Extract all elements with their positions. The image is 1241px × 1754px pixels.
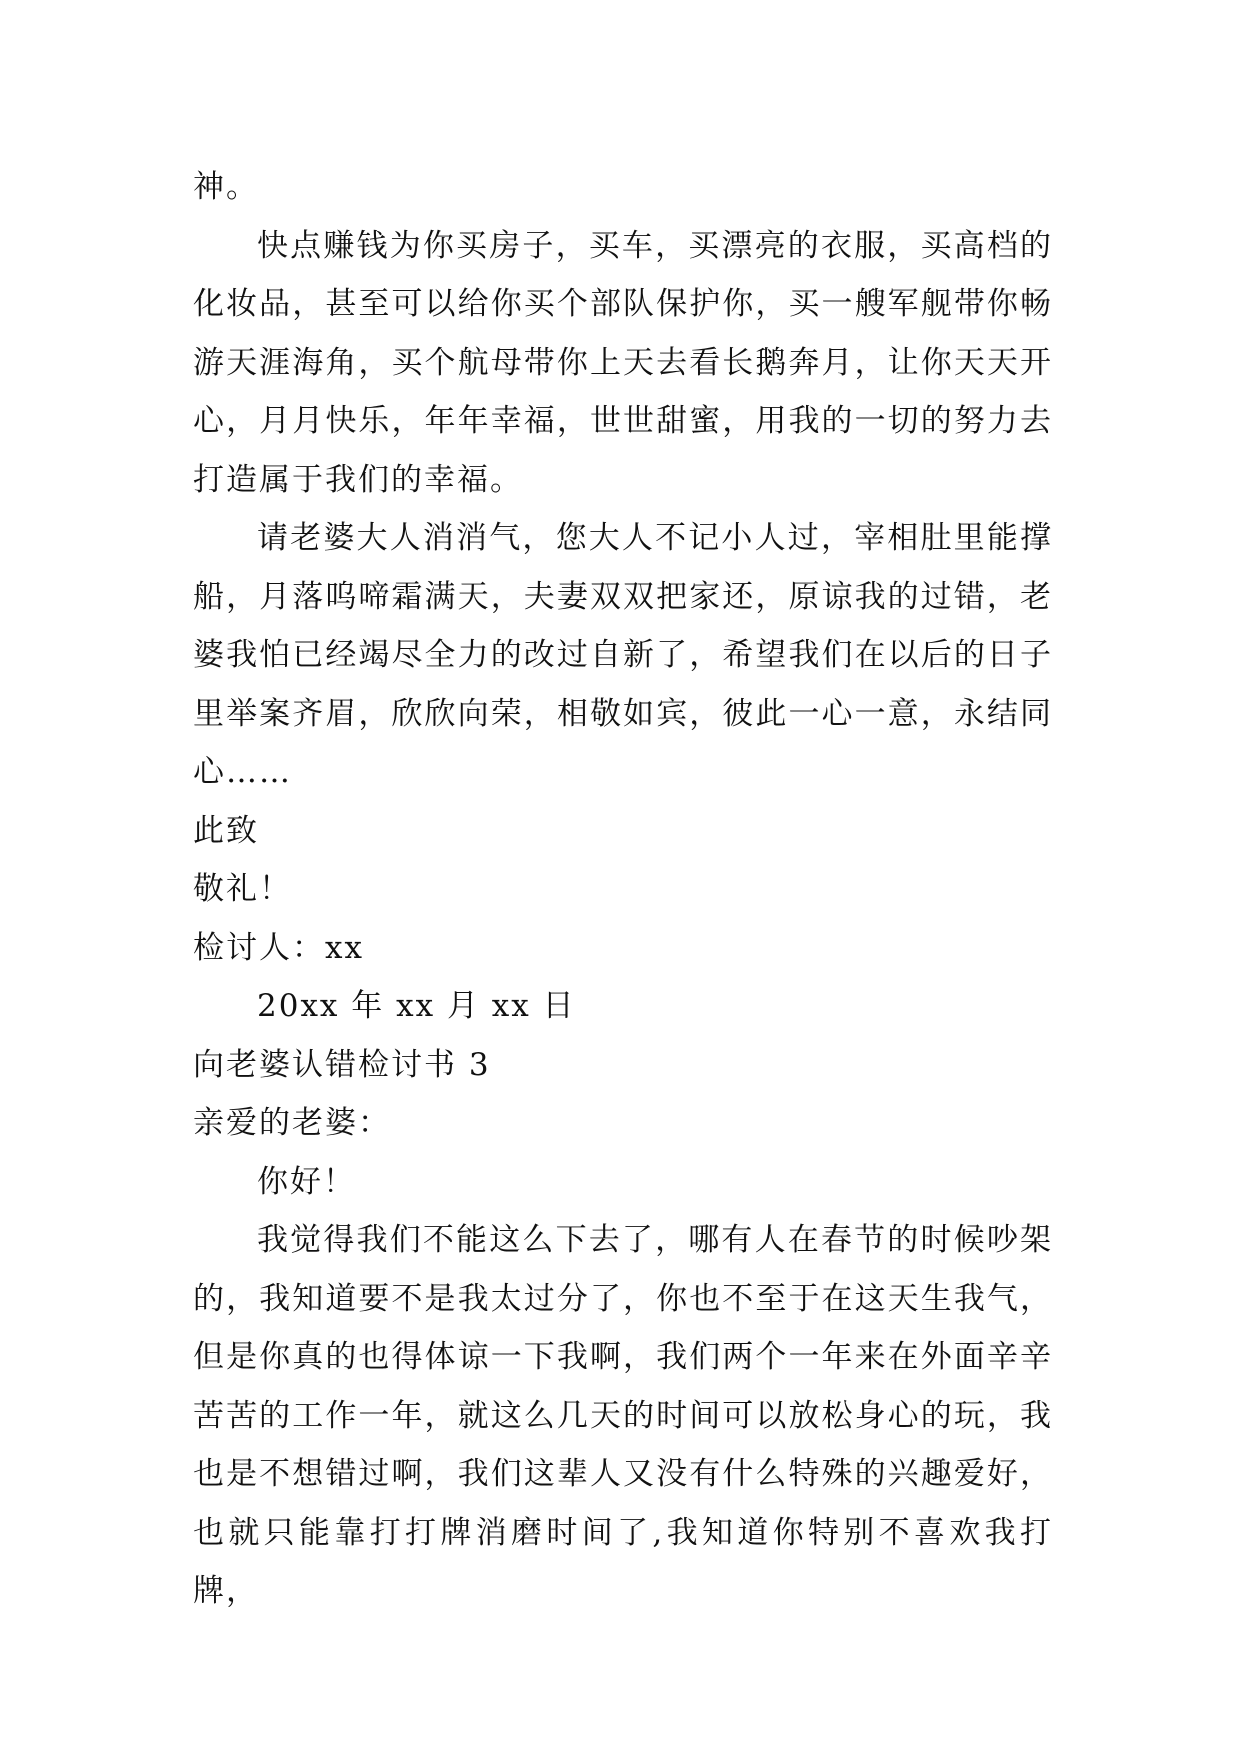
closing-line-1: 此致 — [193, 812, 259, 849]
closing-line-2: 敬礼！ — [193, 871, 292, 907]
date-line: 20xx 年 xx 月 xx 日 — [257, 988, 576, 1024]
paragraph-1: 快点赚钱为你买房子，买车，买漂亮的衣服，买高档的化妆品，甚至可以给你买个部队保护你，买一艘军舰带你畅游天涯海角，买个航母带你上天去看长鹅奔月，让你天天开心，月月快乐，年年幸福，世世甜蜜，用我的一切的努力去打造属于我们的幸福。 — [193, 227, 1053, 498]
section-title: 向老婆认错检讨书 3 — [193, 1046, 491, 1083]
salutation-line: 亲爱的老婆： — [193, 1105, 391, 1141]
paragraph-3: 我觉得我们不能这么下去了，哪有人在春节的时候吵架的，我知道要不是我太过分了，你也不至于在这天生我气，但是你真的也得体谅一下我啊，我们两个一年来在外面辛辛苦苦的工作一年，就这么几天的时间可以放松身心的玩，我也是不想错过啊，我们这辈人又没有什么特殊的兴趣爱好，也就只能靠打打牌消磨时间了,我知道你特别不喜欢我打牌， — [193, 1222, 1053, 1609]
document-body — [193, 158, 1053, 1621]
signature-line: 检讨人：xx — [193, 929, 364, 966]
continuation-line: 神。 — [193, 169, 259, 205]
greeting-line: 你好！ — [257, 1163, 356, 1200]
paragraph-2: 请老婆大人消消气，您大人不记小人过，宰相肚里能撑船，月落呜啼霜满天，夫妻双双把家还，原谅我的过错，老婆我怕已经竭尽全力的改过自新了，希望我们在以后的日子里举案齐眉，欣欣向荣，相敬如宾，彼此一心一意，永结同心…… — [193, 520, 1053, 790]
